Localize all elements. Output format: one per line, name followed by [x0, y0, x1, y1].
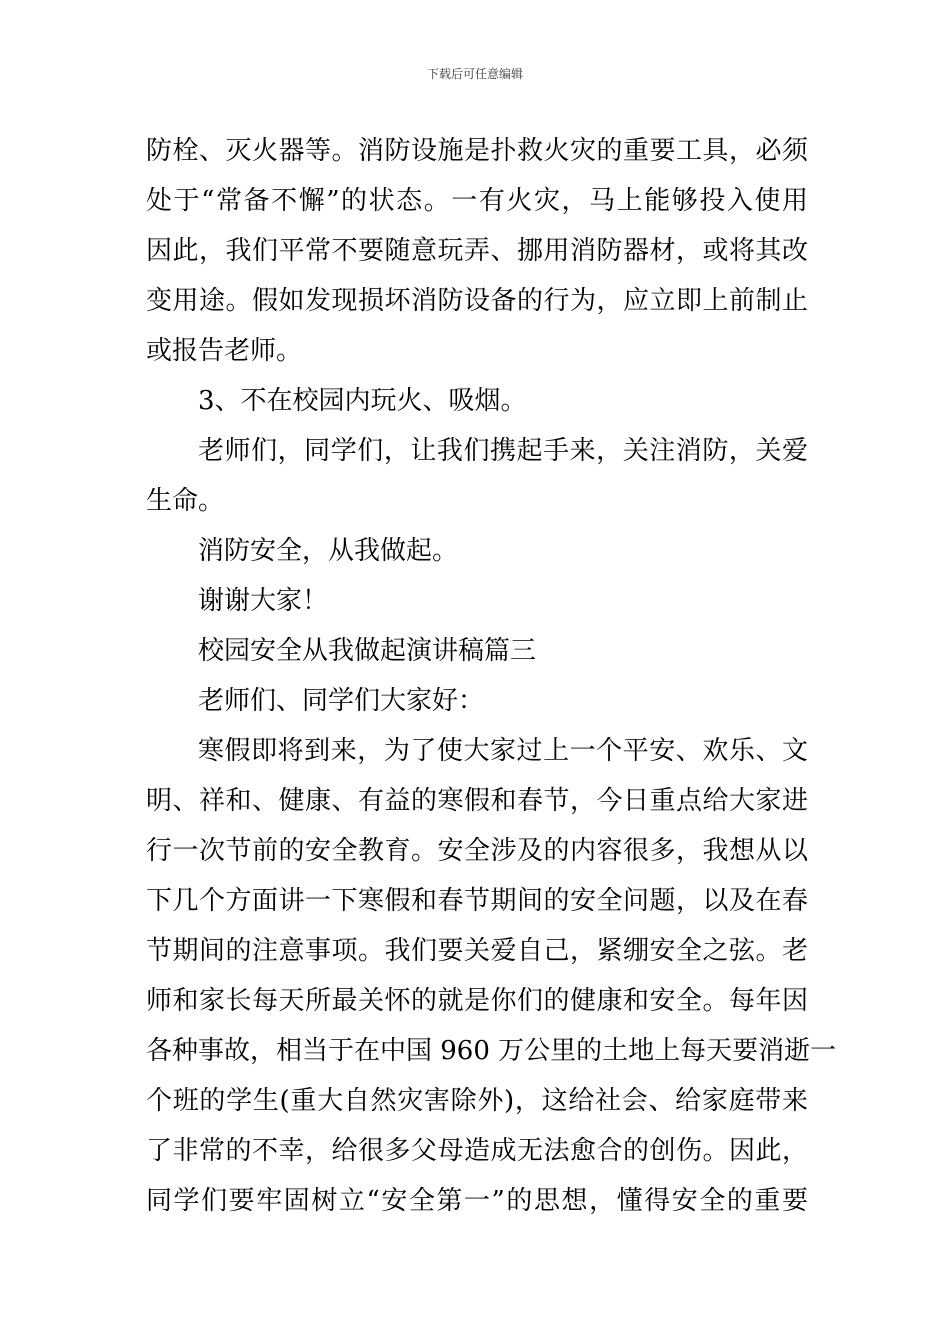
- text-line: 或报告老师。: [146, 336, 303, 366]
- text-line: 老师们、同学们大家好：: [198, 686, 485, 716]
- text-line: 节期间的注意事项。我们要关爱自己，紧绷安全之弦。老: [146, 936, 808, 966]
- text-line: 处于“常备不懈”的状态。一有火灾，马上能够投入使用: [146, 186, 808, 216]
- text-line: 寒假即将到来，为了使大家过上一个平安、欢乐、文: [198, 736, 808, 766]
- text-line: 个班的学生(重大自然灾害除外)，这给社会、给家庭带来: [146, 1086, 808, 1116]
- document-body: [146, 126, 837, 1226]
- text-line: 3、不在校园内玩火、吸烟。: [198, 386, 527, 416]
- text-line: 老师们，同学们，让我们携起手来，关注消防，关爱: [198, 436, 808, 466]
- text-line: 师和家长每天所最关怀的就是你们的健康和安全。每年因: [146, 986, 808, 1016]
- text-line: 了非常的不幸，给很多父母造成无法愈合的创伤。因此，: [146, 1136, 808, 1166]
- text-line: 下几个方面讲一下寒假和春节期间的安全问题，以及在春: [146, 886, 808, 916]
- text-line: 各种事故，相当于在中国 960 万公里的土地上每天要消逝一: [146, 1036, 837, 1066]
- text-line: 消防安全，从我做起。: [198, 536, 459, 566]
- text-line: 同学们要牢固树立“安全第一”的思想，懂得安全的重要: [146, 1186, 808, 1216]
- page-header: 下载后可任意编辑: [426, 67, 523, 81]
- text-line: 行一次节前的安全教育。安全涉及的内容很多，我想从以: [146, 836, 808, 866]
- text-line: 谢谢大家！: [198, 586, 329, 616]
- text-line: 防栓、灭火器等。消防设施是扑救火灾的重要工具，必须: [146, 136, 808, 166]
- text-line: 生命。: [146, 486, 225, 516]
- text-line: 变用途。假如发现损坏消防设备的行为，应立即上前制止: [146, 286, 808, 316]
- text-line: 校园安全从我做起演讲稿篇三: [198, 636, 537, 666]
- text-line: 因此，我们平常不要随意玩弄、挪用消防器材，或将其改: [146, 236, 808, 266]
- text-line: 明、祥和、健康、有益的寒假和春节，今日重点给大家进: [146, 786, 808, 816]
